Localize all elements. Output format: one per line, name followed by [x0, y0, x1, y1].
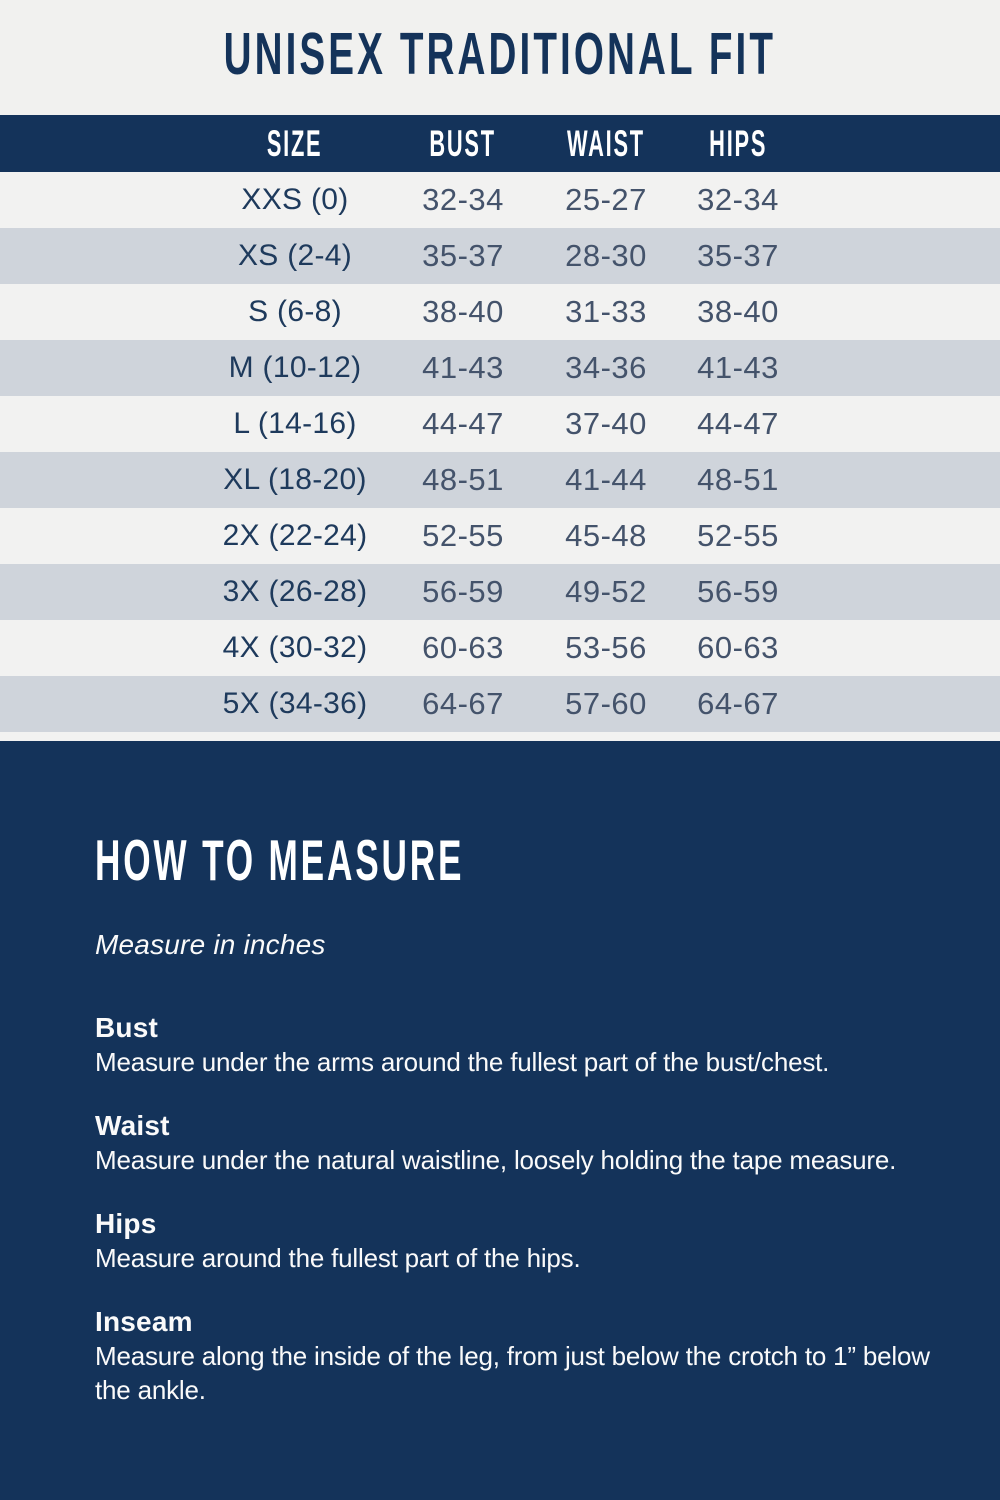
chart-title-band [0, 0, 1000, 115]
waist-cell: 31-33 [565, 294, 647, 329]
table-row [0, 396, 1000, 452]
hips-cell: 35-37 [697, 238, 779, 273]
waist-cell: 41-44 [565, 462, 647, 497]
waist-cell: 37-40 [565, 406, 647, 441]
header-size: SIZE [267, 122, 323, 164]
size-cell: XXS (0) [241, 183, 349, 216]
bust-cell: 64-67 [422, 686, 504, 721]
measure-item-text: Measure along the inside of the leg, from just below the crotch to 1” below the ankle. [95, 1341, 930, 1405]
table-row [0, 340, 1000, 396]
measure-item-text: Measure around the fullest part of the hips. [95, 1243, 581, 1273]
bust-cell: 32-34 [422, 182, 504, 217]
size-table [0, 115, 1000, 741]
measure-item-label: Bust [95, 1012, 159, 1043]
hips-cell: 48-51 [697, 462, 779, 497]
measure-units-note: Measure in inches [95, 929, 326, 960]
table-row [0, 452, 1000, 508]
measure-item-hips [95, 1207, 940, 1275]
waist-cell: 45-48 [565, 518, 647, 553]
bust-cell: 38-40 [422, 294, 504, 329]
bust-cell: 48-51 [422, 462, 504, 497]
bust-cell: 44-47 [422, 406, 504, 441]
header-hips: HIPS [709, 122, 767, 164]
measure-item-label: Waist [95, 1110, 170, 1141]
measure-item-bust [95, 1011, 940, 1079]
waist-cell: 53-56 [565, 630, 647, 665]
waist-cell: 25-27 [565, 182, 647, 217]
measure-item-label: Inseam [95, 1306, 193, 1337]
waist-cell: 34-36 [565, 350, 647, 385]
size-cell: M (10-12) [228, 351, 362, 384]
table-row [0, 228, 1000, 284]
waist-cell: 28-30 [565, 238, 647, 273]
table-row [0, 676, 1000, 732]
table-row [0, 620, 1000, 676]
table-row [0, 508, 1000, 564]
hips-cell: 38-40 [697, 294, 779, 329]
measure-instructions-list [95, 1011, 940, 1407]
size-table-header-row [0, 115, 1000, 172]
hips-cell: 44-47 [697, 406, 779, 441]
measure-item-text: Measure under the arms around the fullest part of the bust/chest. [95, 1047, 830, 1077]
size-cell: 2X (22-24) [222, 519, 368, 552]
hips-cell: 41-43 [697, 350, 779, 385]
table-row [0, 172, 1000, 228]
size-table-body [0, 172, 1000, 741]
size-cell: XS (2-4) [237, 239, 353, 272]
measure-item-text: Measure under the natural waistline, loosely holding the tape measure. [95, 1145, 897, 1175]
header-bust: BUST [429, 122, 497, 164]
bust-cell: 60-63 [422, 630, 504, 665]
hips-cell: 32-34 [697, 182, 779, 217]
waist-cell: 57-60 [565, 686, 647, 721]
measure-item-label: Hips [95, 1208, 157, 1239]
bust-cell: 56-59 [422, 574, 504, 609]
size-cell: L (14-16) [233, 407, 357, 440]
hips-cell: 52-55 [697, 518, 779, 553]
size-cell: XL (18-20) [223, 463, 367, 496]
waist-cell: 49-52 [565, 574, 647, 609]
bust-cell: 52-55 [422, 518, 504, 553]
size-cell: 5X (34-36) [222, 687, 368, 720]
size-cell: S (6-8) [248, 295, 342, 328]
hips-cell: 64-67 [697, 686, 779, 721]
table-row [0, 284, 1000, 340]
how-to-measure-section [0, 741, 1000, 1500]
hips-cell: 56-59 [697, 574, 779, 609]
measure-item-inseam [95, 1305, 940, 1407]
measure-item-waist [95, 1109, 940, 1177]
size-cell: 4X (30-32) [222, 631, 368, 664]
page-title: UNISEX TRADITIONAL FIT [223, 18, 777, 87]
how-to-measure-heading: HOW TO MEASURE [95, 829, 465, 894]
bust-cell: 41-43 [422, 350, 504, 385]
bust-cell: 35-37 [422, 238, 504, 273]
hips-cell: 60-63 [697, 630, 779, 665]
size-cell: 3X (26-28) [222, 575, 368, 608]
header-waist: WAIST [567, 122, 645, 164]
table-row [0, 564, 1000, 620]
